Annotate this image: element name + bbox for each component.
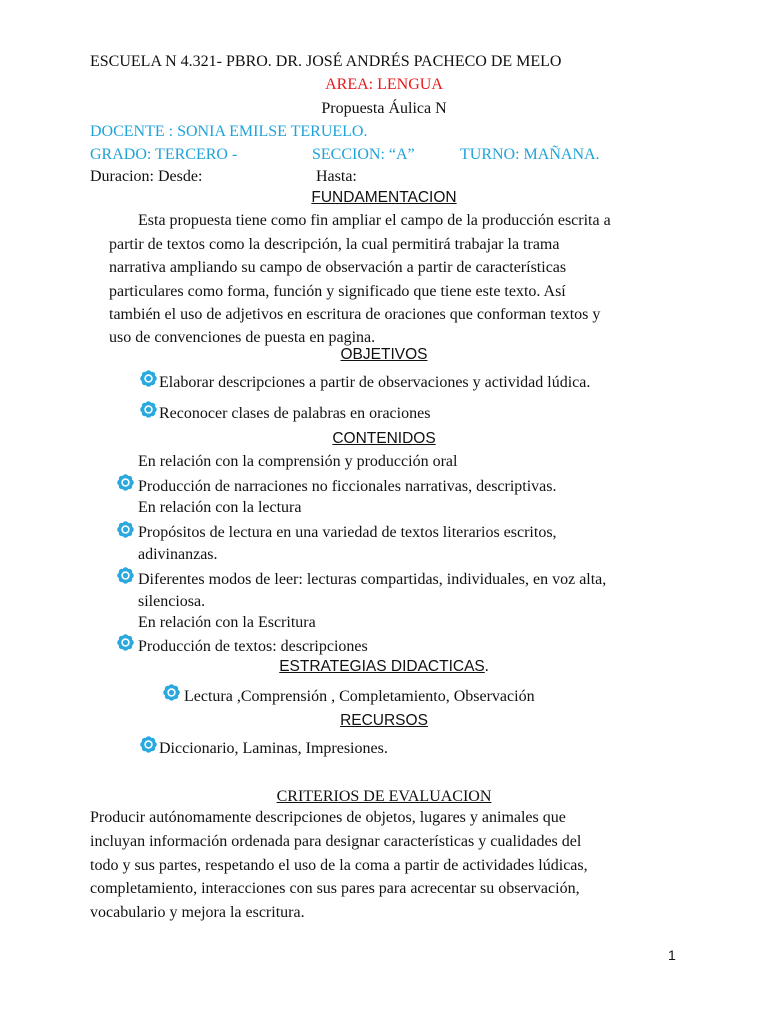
objetivos-heading: OBJETIVOS <box>340 346 428 363</box>
flower-bullet-icon <box>140 736 157 753</box>
flower-bullet-icon <box>163 684 180 701</box>
turno-label: TURNO: MAÑANA. <box>460 146 600 163</box>
flower-bullet-icon <box>117 567 134 584</box>
hasta-label: Hasta: <box>316 168 357 185</box>
estrategia-item: Lectura ,Comprensión , Completamiento, Observación <box>184 688 535 705</box>
fundamentacion-heading: FUNDAMENTACION <box>311 189 457 206</box>
contenido-item-2-line-2: adivinanzas. <box>138 546 218 563</box>
lectura-subheading: En relación con la lectura <box>138 499 302 516</box>
fundamentacion-line-4: particulares como forma, función y significado que tiene este texto. Así <box>109 283 566 300</box>
duracion-label: Duracion: Desde: <box>90 168 203 185</box>
flower-bullet-icon <box>117 474 134 491</box>
flower-bullet-icon <box>117 521 134 538</box>
fundamentacion-line-6: uso de convenciones de puesta en pagina. <box>109 329 376 346</box>
fundamentacion-line-1: Esta propuesta tiene como fin ampliar el campo de la producción escrita a <box>138 212 611 229</box>
criterios-line-4: completamiento, interacciones con sus pares para acrecentar su observación, <box>90 880 580 897</box>
criterios-line-3: todo y sus partes, respetando el uso de la coma a partir de actividades lúdicas, <box>90 857 588 874</box>
fundamentacion-line-5: también el uso de adjetivos en escritura de oraciones que conforman textos y <box>109 306 601 323</box>
page-number: 1 <box>668 947 676 963</box>
seccion-label: SECCION: “A” <box>312 146 415 163</box>
proposal-title: Propuesta Áulica N <box>321 100 447 117</box>
oral-subheading: En relación con la comprensión y producción oral <box>138 453 458 470</box>
objetivo-item-1: Elaborar descripciones a partir de observaciones y actividad lúdica. <box>159 374 591 391</box>
grado-label: GRADO: TERCERO - <box>90 146 238 163</box>
escritura-subheading: En relación con la Escritura <box>138 614 316 631</box>
area-label: AREA: LENGUA <box>325 76 443 93</box>
flower-bullet-icon <box>117 634 134 651</box>
contenido-item-2-line-1: Propósitos de lectura en una variedad de textos literarios escritos, <box>138 524 557 541</box>
contenido-item-3-line-2: silenciosa. <box>138 593 206 610</box>
estrategias-heading: ESTRATEGIAS DIDACTICAS <box>279 658 485 675</box>
criterios-heading: CRITERIOS DE EVALUACION <box>276 788 492 805</box>
flower-bullet-icon <box>140 401 157 418</box>
criterios-line-1: Producir autónomamente descripciones de objetos, lugares y animales que <box>90 809 566 826</box>
fundamentacion-line-2: partir de textos como la descripción, la cual permitirá trabajar la trama <box>109 236 560 253</box>
docente-line: DOCENTE : SONIA EMILSE TERUELO. <box>90 123 368 140</box>
fundamentacion-line-3: narrativa ampliando su campo de observación a partir de características <box>109 259 567 276</box>
recurso-item: Diccionario, Laminas, Impresiones. <box>159 740 388 757</box>
objetivo-item-2: Reconocer clases de palabras en oraciones <box>159 405 431 422</box>
estrategias-heading-row: ESTRATEGIAS DIDACTICAS. <box>279 658 489 675</box>
contenido-item-4: Producción de textos: descripciones <box>138 638 368 655</box>
contenidos-heading: CONTENIDOS <box>332 430 436 447</box>
contenido-item-1: Producción de narraciones no ficcionales narrativas, descriptivas. <box>138 478 557 495</box>
flower-bullet-icon <box>140 370 157 387</box>
contenido-item-3-line-1: Diferentes modos de leer: lecturas compartidas, individuales, en voz alta, <box>138 571 607 588</box>
recursos-heading: RECURSOS <box>340 712 428 729</box>
criterios-line-2: incluyan información ordenada para designar características y cualidades del <box>90 833 582 850</box>
criterios-line-5: vocabulario y mejora la escritura. <box>90 904 305 921</box>
school-name: ESCUELA N 4.321- PBRO. DR. JOSÉ ANDRÉS PACHECO DE MELO <box>90 53 562 70</box>
